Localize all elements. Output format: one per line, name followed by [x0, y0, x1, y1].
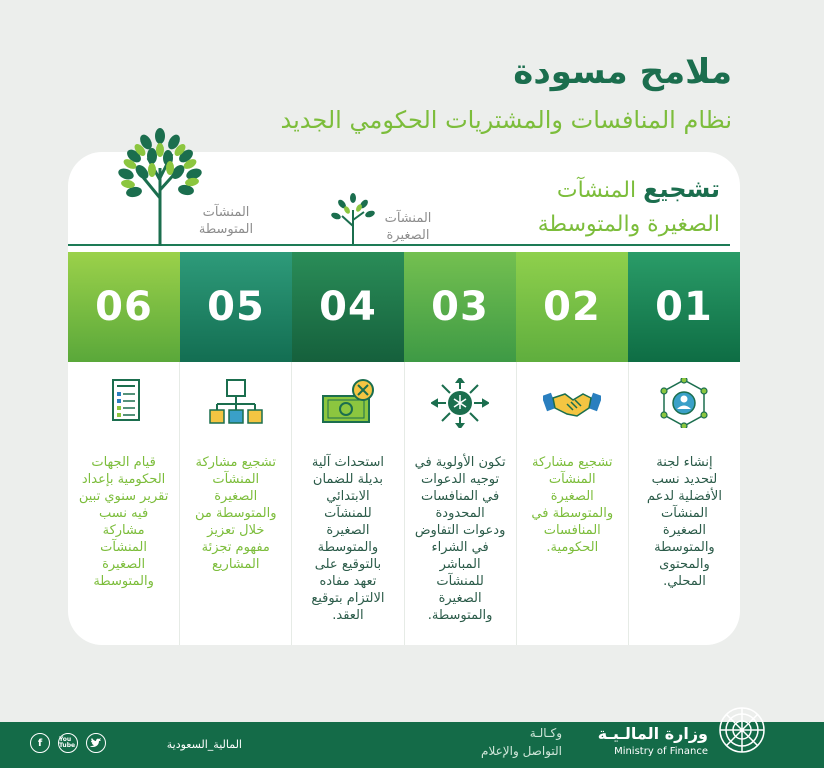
ministry-logo-icon — [716, 704, 768, 756]
handshake-icon — [543, 378, 601, 428]
step-text: إنشاء لجنة لتحديد نسب الأفضلية لدعم المنشآت الصغيرة والمتوسطة والمحتوى المحلي. — [646, 455, 722, 589]
step-column — [68, 362, 179, 645]
twitter-icon[interactable] — [86, 733, 106, 753]
step-number: 03 — [404, 252, 516, 362]
page-title: ملامح مسودة — [513, 52, 732, 92]
agency-line2: التواصل والإعلام — [481, 744, 562, 758]
step-column — [516, 362, 628, 645]
steps-number-strip — [68, 252, 740, 362]
step-column — [179, 362, 291, 645]
small-tree-icon — [330, 192, 376, 244]
step-column — [404, 362, 516, 645]
document-checklist-icon — [95, 378, 153, 428]
saudi-emblem-arrows-icon — [431, 378, 489, 428]
step-column — [291, 362, 403, 645]
step-text: تكون الأولوية في توجيه الدعوات في المنافسات المحدودة ودعوات التفاوض في الشراء المباشر للمنشآت الصغيرة والمتوسطة. — [414, 455, 506, 623]
step-text: قيام الجهات الحكومية بإعداد تقرير سنوي تبين فيه نسب مشاركة المنشآت الصغيرة والمتوسطة — [78, 455, 169, 589]
facebook-icon[interactable]: f — [30, 733, 50, 753]
section-title-line2: الصغيرة والمتوسطة — [537, 212, 720, 237]
step-number: 05 — [180, 252, 292, 362]
agency-line1: وكـالـة — [529, 726, 562, 740]
cancelled-banknote-icon — [319, 378, 377, 428]
org-chart-icon — [207, 378, 265, 428]
step-text: استحداث آلية بديلة للضمان الابتدائي للمنشآت الصغيرة والمتوسطة بالتوقيع على تعهد مفاده الالتزام بتوقيع العقد. — [311, 455, 385, 623]
step-text: تشجيع مشاركة المنشآت الصغيرة والمتوسطة في المنافسات الحكومية. — [531, 455, 614, 555]
small-enterprises-label: المنشآت الصغيرة — [384, 211, 432, 243]
step-number: 06 — [68, 252, 180, 362]
ministry-name-en: Ministry of Finance — [614, 746, 708, 757]
steps-columns — [68, 362, 740, 645]
step-column — [628, 362, 740, 645]
youtube-icon[interactable]: You Tube — [58, 733, 78, 753]
step-text: تشجيع مشاركة المنشآت الصغيرة والمتوسطة من خلال تعزيز مفهوم تجزئة المشاريع — [194, 455, 277, 572]
step-number: 01 — [628, 252, 740, 362]
step-number: 04 — [292, 252, 404, 362]
social-handle: المالية_السعودية — [166, 738, 242, 751]
medium-enterprises-label: المنشآت المتوسطة — [198, 205, 254, 237]
step-number: 02 — [516, 252, 628, 362]
section-title-rest: المنشآت — [556, 178, 644, 203]
page-subtitle: نظام المنافسات والمشتريات الحكومي الجديد — [280, 106, 732, 134]
section-title — [420, 172, 720, 242]
committee-network-icon — [655, 378, 713, 428]
ministry-name-ar: وزارة المالـيـة — [597, 724, 708, 743]
section-title-bold: تشجيع — [643, 175, 720, 203]
